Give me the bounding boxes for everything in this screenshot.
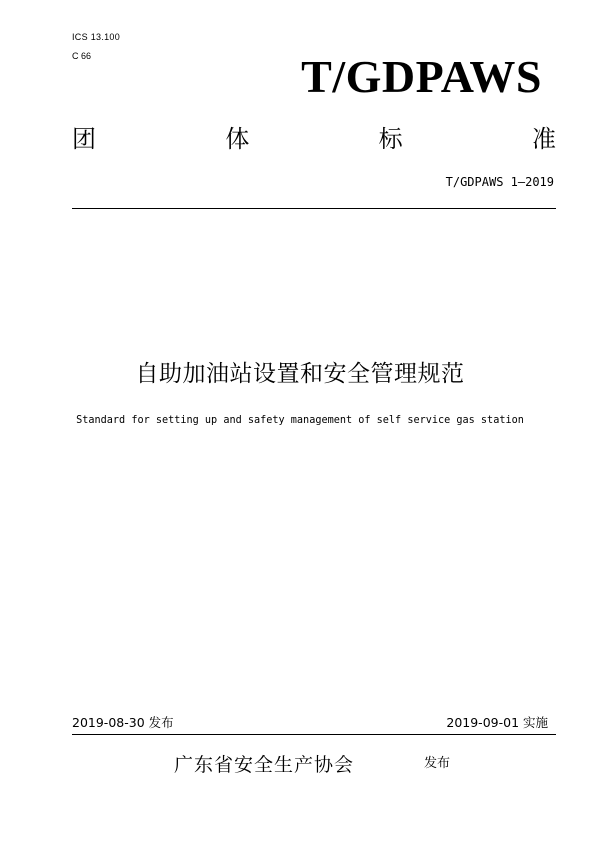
organization-code-logo: T/GDPAWS	[301, 51, 542, 102]
ics-code: ICS 13.100	[72, 32, 121, 42]
document-title-english: Standard for setting up and safety management of self service gas station	[76, 415, 524, 426]
standard-type-char-3: 标	[378, 125, 403, 153]
standard-type-char-4: 准	[531, 125, 556, 153]
publisher-name: 广东省安全生产协会	[174, 754, 355, 776]
header-divider	[72, 208, 556, 209]
standard-type-label	[72, 122, 556, 156]
publisher-suffix: 发布	[424, 756, 451, 771]
standard-number: T/GDPAWS 1—2019	[445, 175, 554, 189]
standard-type-char-1: 团	[72, 125, 96, 153]
document-title-chinese: 自助加油站设置和安全管理规范	[135, 361, 465, 387]
publish-date: 2019-08-30 发布	[72, 715, 174, 730]
ccs-code: C 66	[72, 51, 92, 61]
footer-divider	[72, 734, 556, 735]
standard-type-char-2: 体	[225, 125, 250, 153]
implementation-date: 2019-09-01 实施	[446, 715, 548, 730]
